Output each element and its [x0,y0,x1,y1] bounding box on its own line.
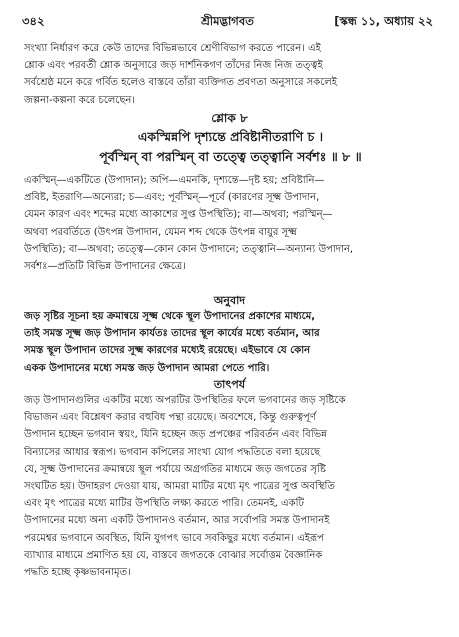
purport-heading: তাৎপর্য [213,378,246,391]
purport-text [24,392,437,581]
text-line: প্রবিষ্ট, ইতরাণি—অন্যেরা; চ—এবং; পূর্বস্মিন্—পূর্বে (কারণের সূক্ষ্ম উপাদান, [24,192,320,204]
text-line: উপাদান হচ্ছেন ভগবান স্বয়ং, যিনি হচ্ছেন জড় প্রপঞ্চের পরিবর্তন এবং বিভিন্ন [24,429,327,441]
page-number: ৩৪২ [22,14,45,28]
text-line: সমস্ত স্থূল উপাদান তাদের সূক্ষ্ম কারণের মধ্যেই রয়েছে। এইভাবে যে কোন [24,345,311,357]
text-line: পদ্ধতি হচ্ছে কৃষ্ণভাবনামৃত। [24,567,131,579]
word-synonyms [24,172,437,275]
text-line: জড় সৃষ্টির সূচনা হয় ক্রমান্বয়ে সূক্ষ্ম থেকে স্থূল উপাদানের প্রকাশের মাধ্যমে, [24,311,316,322]
text-line: একস্মিন্—একটিতে (উপাদান); অপি—এমনকি, দৃশ্যন্তে—দৃষ্ট হয়; প্রবিষ্টানি— [24,175,325,186]
text-line: জল্পনা-কল্পনা করে চলেছেন। [24,94,135,106]
text-line: বিন্যাসের আধার স্বরূপ। ভগবান কপিলের সাংখ্য যোগ পদ্ধতিতে বলা হয়েছে [24,446,321,458]
book-title: শ্রীমদ্ভাগবত [201,14,254,28]
text-line: জড় উপাদানগুলির একটির মধ্যে অপরটির উপস্থিতির ফলে ভগবানের জড় সৃষ্টিকে [24,395,346,406]
text-line: সংখ্যা নির্ধারণ করে কেউ তাদের বিভিন্নভাবে শ্রেণীবিভাগ করতে পারেন। এই [24,43,321,54]
verse-text [24,127,437,167]
translation-text [24,308,437,377]
text-line: সংঘটিত হয়। উদাহরণ দেওয়া যায়, আমরা মাটির মধ্যে মৃৎ পাত্রের সুপ্ত অবস্থিতি [24,481,335,493]
text-line: উপাদানের মধ্যে অন্য একটি উপাদানও বর্তমান, আর সর্বোপরি সমস্ত উপাদানই [24,515,330,527]
verse-heading: শ্লোক ৮ [211,111,248,125]
chapter-reference: [স্কন্ধ ১১, অধ্যায় ২২ [334,14,433,28]
text-line: একক উপাদানের মধ্যে সমস্ত জড় উপাদান আমরা পেতে পারি। [24,362,270,374]
text-line: ব্যাখ্যার মাধ্যমে প্রমাণিত হয় যে, বাস্তবে জগতকে বোঝার সর্বোত্তম বৈজ্ঞানিক [24,549,323,561]
text-line: উপস্থিতি); বা—অথবা; তত্ত্বে—কোন কোন উপাদানে; তত্ত্বানি—অন্যান্য উপাদান, [24,243,354,255]
verse-line: পূর্বস্মিন্ বা পরস্মিন্ বা তত্ত্বে তত্ত্বানি সর্বশঃ ॥ ৮ ॥ [99,149,362,164]
text-line: এবং মৃৎ পাত্রের মধ্যে মাটির উপস্থিতি লক্ষ্য করতে পারি। তেমনই, একটি [24,498,304,510]
text-line: সর্বশঃ—প্রতিটি বিভিন্ন উপাদানের ক্ষেত্রে। [24,261,186,273]
text-line: যেমন কারণ এবং শব্দের মধ্যে আকাশের সুপ্ত উপস্থিতি); বা—অথবা; পরস্মিন্— [24,209,333,221]
intro-paragraph [24,40,437,109]
text-line: শ্লোক এবং পরবর্তী শ্লোক অনুসারে জড় দার্শনিকগণ তাঁদের নিজ নিজ তত্ত্বই [24,60,323,72]
translation-heading: অনুবাদ [213,294,246,307]
text-line: যে, সূক্ষ্ম উপাদানের ক্রমান্বয়ে স্থূল পর্যায়ে অগ্রগতির মাধ্যমে জড় জগতের সৃষ্টি [24,463,326,475]
text-line: পরমেশ্বর ভগবানে অবস্থিত, যিনি যুগপৎ ভাবে সবকিছুর মধ্যে বর্তমান। এইরূপ [24,532,324,544]
text-line: তাই সমস্ত সূক্ষ্ম জড় উপাদান কার্যতঃ তাদের স্থূল কার্যের মধ্যে বর্তমান, আর [24,328,320,340]
text-line: সর্বশ্রেষ্ঠ মনে করে গর্বিত হলেও বাস্তবে তাঁরা ব্যক্তিগত প্রবণতা অনুসারে সকলেই [24,77,337,89]
text-line: অথবা পরবর্তিতে (উৎপন্ন উপাদান, যেমন শব্দ থেকে উৎপন্ন বায়ুর সূক্ষ্ম [24,226,297,238]
verse-line: একস্মিন্নপি দৃশ্যন্তে প্রবিষ্টানীতরাণি চ । [137,129,324,144]
text-line: বিভাজন এবং বিশ্লেষণ করার বহুবিধ পন্থা রয়েছে। অবশেষে, কিন্তু গুরুত্বপূর্ণ [24,412,316,424]
page-header [22,10,433,32]
